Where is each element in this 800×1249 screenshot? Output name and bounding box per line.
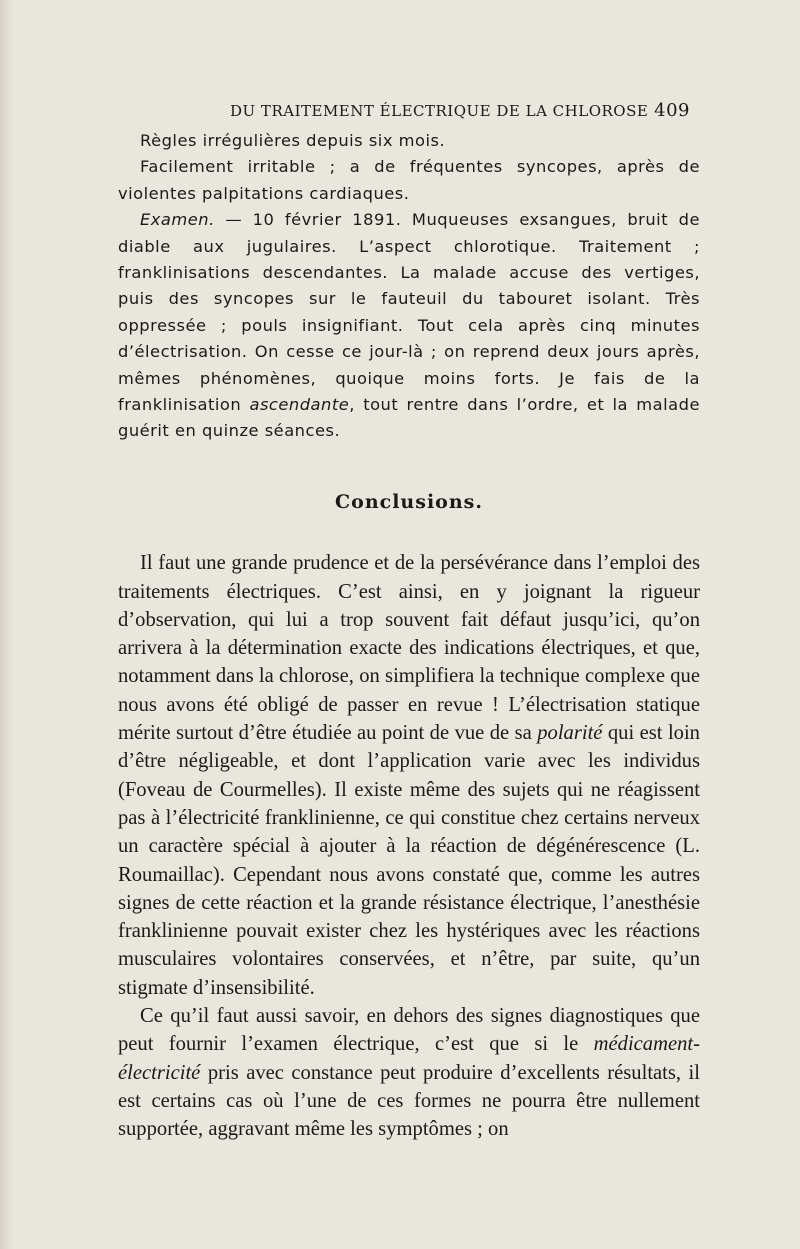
conclusion-paragraph-2 bbox=[118, 1002, 700, 1143]
page-edge bbox=[0, 0, 14, 1249]
conclusion-text-1: Il faut une grande prudence et de la persévérance dans l’emploi des traitements électriques. C’est ainsi, en y joignant la rigueur d’observation, qui lui a trop souvent fait défaut jusqu’ici, qu’on arrivera à la détermination exacte des indications électriques, et que, notamment dans la chlorose, on simplifiera la technique complexe que nous avons été obligé de passer en revue ! L’électrisation statique mérite surtout d’être étudiée au point de vue de sa bbox=[118, 552, 700, 745]
case-paragraph-examen bbox=[118, 207, 700, 445]
examen-text-end: , tout rentre dans l’ordre, et la malade guérit en quinze séances. bbox=[118, 395, 700, 441]
conclusion-italic-2: médicament-électricité bbox=[118, 1033, 700, 1084]
conclusion-paragraph-1 bbox=[118, 549, 700, 1002]
conclusion-text-1-end: qui est loin d’être négligeable, et dont l’application varie avec les individus (Foveau de Courmelles). Il existe même des sujets qui ne réagissent pas à l’électricité franklinienne, ce qui constitue chez certains nerveux un caractère spécial à ajouter à la réaction de dégénérescence (L. Roumaillac). Cependant nous avons constaté que, comme les autres signes de cette réaction et la grande résistance électrique, l’anesthésie franklinienne pouvait exister chez les hystériques avec les réactions musculaires volontaires conservées, et n’être, par suite, qu’un stigmate d’insensibilité. bbox=[118, 722, 700, 999]
section-heading: Conclusions. bbox=[335, 490, 483, 513]
examen-label: Examen. bbox=[140, 210, 215, 230]
case-text-2: Facilement irritable ; a de fréquentes syncopes, après de violentes palpitations cardiaques. bbox=[118, 157, 700, 203]
case-text-1: Règles irrégulières depuis six mois. bbox=[140, 131, 446, 150]
running-title: DU TRAITEMENT ÉLECTRIQUE DE LA CHLOROSE bbox=[230, 102, 649, 120]
page-body bbox=[118, 128, 700, 1144]
page-number: 409 bbox=[654, 100, 690, 121]
conclusions-section bbox=[118, 549, 700, 1143]
case-paragraph-1 bbox=[118, 128, 700, 154]
conclusion-italic-1: polarité bbox=[537, 722, 603, 745]
examen-text: — 10 février 1891. Muqueuses exsangues, bruit de diable aux jugulaires. L’aspect chlorotique. Traitement ; franklinisations descendantes. La malade accuse des vertiges, puis des syncopes sur le fauteuil du tabouret isolant. Très oppressée ; pouls insignifiant. Tout cela après cinq minutes d’électrisation. On cesse ce jour-là ; on reprend deux jours après, mêmes phénomènes, quoique moins forts. Je fais de la franklinisation bbox=[118, 210, 700, 415]
conclusion-text-2-end: pris avec constance peut produire d’excellents résultats, il est certains cas où l’une de ces formes ne pourra être nullement supportée, aggravant même les symptômes ; on bbox=[118, 1061, 700, 1141]
conclusion-text-2: Ce qu’il faut aussi savoir, en dehors des signes diagnostiques que peut fournir l’examen électrique, c’est que si le bbox=[118, 1005, 700, 1056]
examen-italic: ascendante bbox=[249, 395, 350, 415]
case-paragraph-2 bbox=[118, 154, 700, 207]
